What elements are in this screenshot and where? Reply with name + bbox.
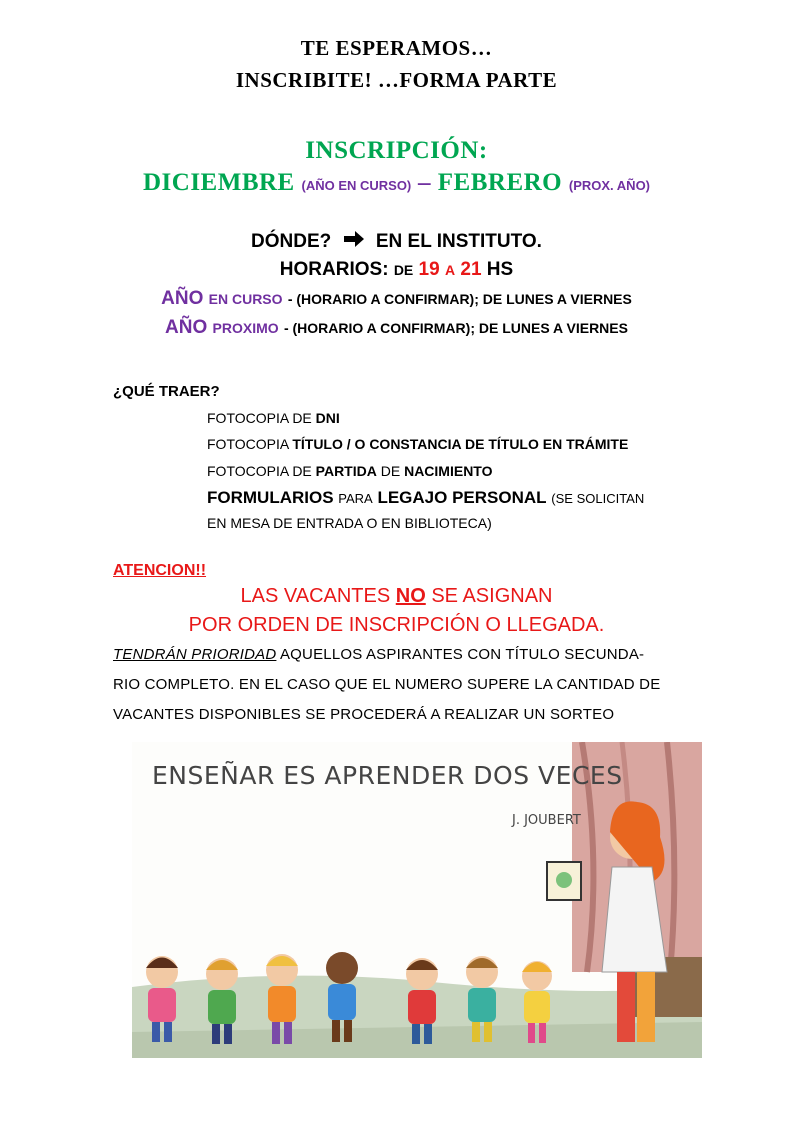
anio-detail: - (HORARIO A CONFIRMAR); DE LUNES A VIERNES [283, 320, 628, 336]
header-line-1: TE ESPERAMOS… [300, 36, 493, 60]
requisito-main: DNI [315, 410, 340, 426]
anio-en-curso-line [0, 288, 793, 310]
inscripcion-period [0, 169, 793, 197]
horarios-to: 21 [460, 259, 482, 280]
prioridad-line-1 [113, 646, 713, 663]
formularios-note-line2: EN MESA DE ENTRADA O EN BIBLIOTECA) [207, 515, 492, 531]
arrow-right-icon [343, 230, 365, 254]
inscripcion-title: INSCRIPCIÓN: [305, 137, 488, 164]
horarios-from-word: DE [393, 262, 414, 278]
requisito-item [207, 436, 628, 452]
period-start: DICIEMBRE [142, 169, 295, 196]
horarios-to-word: A [444, 262, 456, 278]
vacantes-no: NO [395, 585, 426, 607]
anio-qualifier: PROXIMO [212, 320, 279, 336]
period-end: FEBRERO [437, 169, 563, 196]
anio-label: AÑO [165, 317, 208, 338]
atencion-label: ATENCION!! [113, 562, 207, 579]
prioridad-label: TENDRÁN PRIORIDAD [113, 646, 277, 663]
donde-label: DÓNDE? [251, 231, 332, 253]
classroom-illustration [132, 742, 702, 1058]
horarios-from: 19 [418, 259, 440, 280]
formularios-legajo: LEGAJO PERSONAL [377, 488, 547, 507]
requisito-main: TÍTULO / O CONSTANCIA DE TÍTULO EN TRÁMITE [292, 436, 629, 452]
illustration-quote: ENSEÑAR ES APRENDER DOS VECES [152, 761, 623, 790]
horarios-unit: HS [486, 259, 514, 280]
requisito-main: PARTIDA [315, 463, 377, 479]
period-start-note: (AÑO EN CURSO) [301, 178, 412, 193]
vacantes-pre: LAS VACANTES [240, 585, 391, 607]
requisito-prefix: FOTOCOPIA DE [207, 410, 312, 426]
anio-label: AÑO [161, 288, 204, 309]
requisito-mid: DE [380, 463, 401, 479]
anio-qualifier: EN CURSO [208, 291, 283, 307]
header-line-2: INSCRIBITE! …FORMA PARTE [235, 68, 558, 92]
donde-value: EN EL INSTITUTO. [375, 231, 542, 253]
requisito-prefix: FOTOCOPIA [207, 436, 289, 452]
formularios-note: (SE SOLICITAN [551, 491, 645, 506]
period-end-note: (PROX. AÑO) [568, 178, 651, 193]
formularios-para: PARA [338, 491, 373, 506]
vacantes-line-2: POR ORDEN DE INSCRIPCIÓN O LLEGADA. [188, 614, 605, 636]
requisito-prefix: FOTOCOPIA DE [207, 463, 312, 479]
prioridad-line-3: VACANTES DISPONIBLES SE PROCEDERÁ A REALIZAR UN SORTEO [113, 706, 615, 723]
donde-line [0, 230, 793, 254]
horarios-line [0, 259, 793, 281]
prioridad-text: AQUELLOS ASPIRANTES CON TÍTULO SECUNDA- [279, 646, 645, 663]
formularios-main: FORMULARIOS [207, 488, 334, 507]
que-traer-title: ¿QUÉ TRAER? [113, 383, 220, 400]
requisito-end: NACIMIENTO [404, 463, 493, 479]
illustration [132, 742, 702, 1058]
anio-proximo-line [0, 317, 793, 339]
vacantes-line-1 [0, 585, 793, 608]
anio-detail: - (HORARIO A CONFIRMAR); DE LUNES A VIERNES [287, 291, 632, 307]
requisito-item [207, 463, 493, 479]
horarios-label: HORARIOS: [279, 259, 389, 280]
prioridad-line-2: RIO COMPLETO. EN EL CASO QUE EL NUMERO SUPERE LA CANTIDAD DE [113, 676, 661, 693]
illustration-author: J. JOUBERT [512, 813, 581, 828]
requisito-formularios [207, 488, 644, 508]
vacantes-post: SE ASIGNAN [431, 585, 553, 607]
requisito-item [207, 410, 340, 426]
period-dash: – [418, 169, 432, 196]
